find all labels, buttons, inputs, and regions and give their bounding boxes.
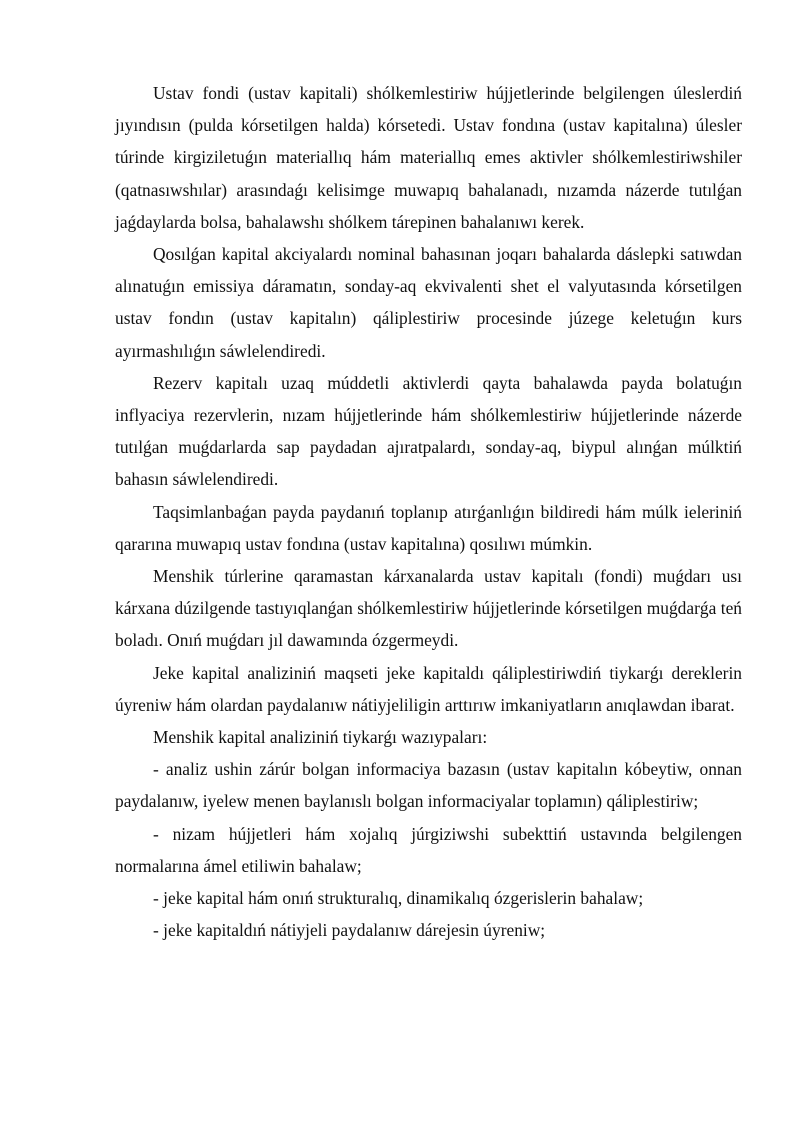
list-item-natiyjeli-paydalaniw: - jeke kapitaldıń nátiyjeli paydalanıw dárejesin úyreniw; — [153, 920, 546, 941]
paragraph-menshik-turlerine: Menshik túrlerine qaramastan kárxanalarda ustav kapitalı (fondi) muǵdarı usı kárxana dúzilgende tastıyıqlanǵan shólkemlestiriw hújjetlerinde kórsetilgen muǵdarǵa teń boladı. Onıń muǵdarı jıl dawamında ózgermeydi. — [115, 566, 742, 651]
list-item-struktura-bahalaw: - jeke kapital hám onıń strukturalıq, dinamikalıq ózgerislerin bahalaw; — [153, 888, 644, 909]
paragraph-analiz-maqseti: Jeke kapital analiziniń maqseti jeke kapitaldı qáliplestiriwdiń tiykarǵı dereklerin úyreniw hám olardan paydalanıw nátiyjeliligin arttırıw imkaniyatların anıqlawdan ibarat. — [115, 662, 742, 715]
paragraph-taqsimlanbagan-payda: Taqsimlanbaǵan payda paydanıń toplanıp atırǵanlıǵın bildiredi hám múlk ieleriniń qararına muwapıq ustav fondına (ustav kapitalına) qosılıwı múmkin. — [115, 501, 742, 554]
list-item-nizam-normalari: - nizam hújjetleri hám xojalıq júrgiziwshi subekttiń ustavında belgilengen normalarına ámel etiliwin bahalaw; — [115, 823, 742, 876]
list-item-informaciya-bazasi: - analiz ushin zárúr bolgan informaciya bazasın (ustav kapitalın kóbeytiw, onnan paydalanıw, iyelew menen baylanıslı bolgan informaciyalar toplamın) qáliplestiriw; — [115, 759, 742, 812]
document-page — [115, 77, 742, 946]
paragraph-wazıypalari-heading: Menshik kapital analiziniń tiykarǵı wazıypaları: — [153, 727, 488, 748]
paragraph-qosilgan-kapital: Qosılǵan kapital akciyalardı nominal bahasınan joqarı bahalarda dáslepki satıwdan alınatuǵın emissiya dáramatın, sonday-aq ekvivalenti shet el valyutasında kórsetilgen ustav fondın (ustav kapitalın) qáliplestiriw procesinde júzege keletuǵın kurs ayırmashılıǵın sáwlelendiredi. — [115, 244, 742, 361]
paragraph-rezerv-kapitali: Rezerv kapitalı uzaq múddetli aktivlerdi qayta bahalawda payda bolatuǵın inflyaciya rezervlerin, nızam hújjetlerinde hám shólkemlestiriw hújjetlerinde názerde tutılǵan muǵdarlarda sap paydadan ajıratpalardı, sonday-aq, biypul alınǵan múlktiń bahasın sáwlelendiredi. — [115, 372, 742, 490]
paragraph-ustav-fondi: Ustav fondi (ustav kapitali) shólkemlestiriw hújjetlerinde belgilengen úleslerdiń jıyındısın (pulda kórsetilgen halda) kórsetedi. Ustav fondına (ustav kapitalına) úlesler túrinde kirgiziletuǵın materiallıq hám materiallıq emes aktivler shólkemlestiriwshiler (qatnasıwshılar) arasındaǵı kelisimge muwapıq bahalanadı, nızamda názerde tutılǵan jaǵdaylarda bolsa, bahalawshı shólkem tárepinen bahalanıwı kerek. — [115, 83, 742, 232]
